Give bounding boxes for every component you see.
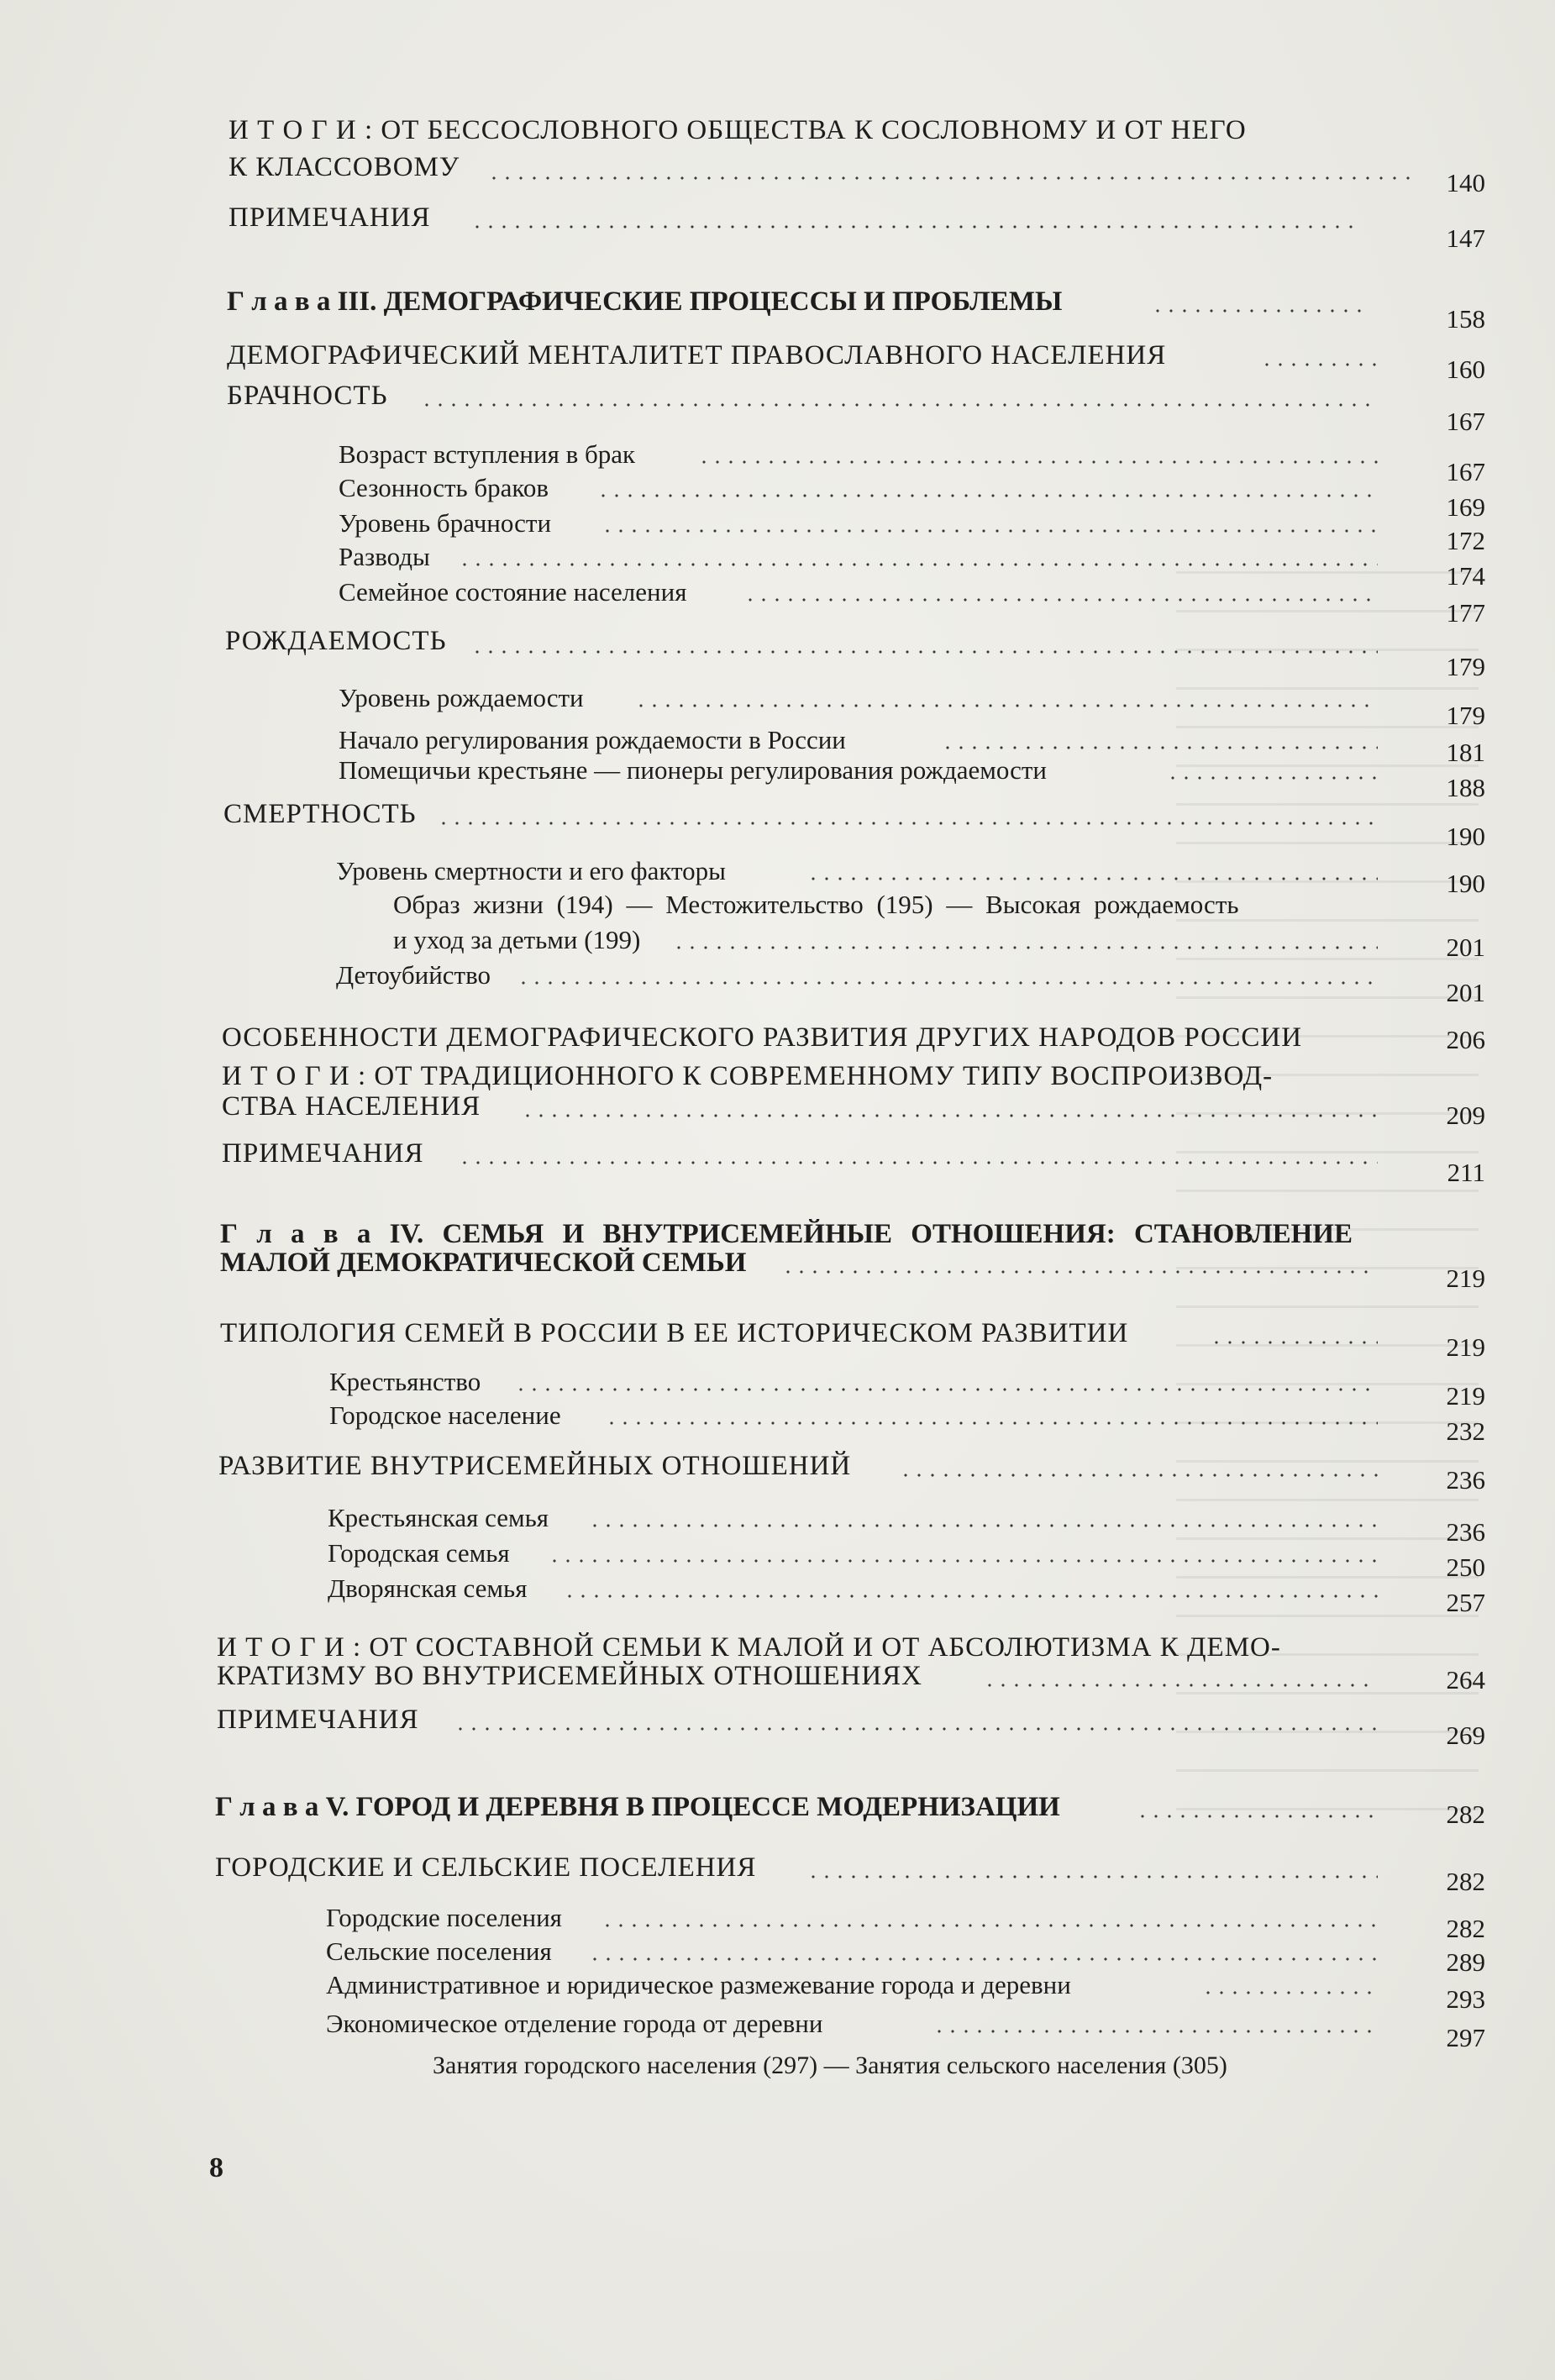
toc-subsection: Крестьянская семья [328, 1503, 549, 1532]
toc-page-number: 160 [1446, 355, 1485, 384]
toc-entry-summary-line2: КРАТИЗМУ ВО ВНУТРИСЕМЕЙНЫХ ОТНОШЕНИЯХ [217, 1661, 922, 1691]
leader-dots [806, 877, 1378, 880]
toc-page-number: 190 [1446, 822, 1485, 851]
toc-subsection: Уровень смертности и его факторы [336, 856, 726, 885]
leader-dots [563, 1595, 1378, 1598]
leader-dots [548, 1559, 1378, 1563]
toc-section-title: ГОРОДСКИЕ И СЕЛЬСКИЕ ПОСЕЛЕНИЯ [215, 1852, 757, 1883]
toc-page-number: 169 [1446, 492, 1485, 522]
leader-dots [514, 1388, 1378, 1391]
toc-subsection: Уровень брачности [339, 508, 552, 538]
leader-dots [601, 1924, 1378, 1927]
toc-section-title: ОСОБЕННОСТИ ДЕМОГРАФИЧЕСКОГО РАЗВИТИЯ ДРУГИХ НАРОДОВ РОССИИ [222, 1022, 1303, 1053]
toc-subsection: Городская семья [328, 1538, 510, 1568]
toc-page-number: 209 [1446, 1101, 1485, 1130]
leader-dots [634, 704, 1378, 707]
toc-section-title: СМЕРТНОСТЬ [223, 799, 417, 829]
toc-subsection: Помещичьи крестьяне — пионеры регулирования рождаемости [339, 755, 1048, 785]
toc-page-number: 167 [1446, 457, 1485, 486]
toc-page-number: 250 [1446, 1553, 1485, 1582]
leader-dots [601, 529, 1378, 533]
toc-page-number: 206 [1446, 1025, 1485, 1054]
toc-page-number: 257 [1446, 1588, 1485, 1617]
leader-dots [596, 494, 1378, 497]
toc-chapter-title-line1: Г л а в а IV. СЕМЬЯ И ВНУТРИСЕМЕЙНЫЕ ОТНОШЕНИЯ: СТАНОВЛЕНИЕ [220, 1219, 1353, 1249]
toc-page-number: 269 [1446, 1721, 1485, 1750]
toc-subsection: Экономическое отделение города от деревни [326, 2009, 823, 2038]
toc-page-number: 211 [1447, 1158, 1485, 1187]
toc-page-number: 188 [1446, 773, 1485, 802]
page-number: 8 [209, 2152, 223, 2183]
toc-entry-summary-line2: К КЛАССОВОМУ [229, 152, 460, 182]
leader-dots [806, 1875, 1378, 1878]
toc-page-number: 167 [1446, 407, 1485, 436]
leader-dots [588, 1524, 1378, 1527]
toc-page-number: 174 [1446, 561, 1485, 591]
leader-dots [470, 225, 1361, 229]
toc-page-number: 140 [1446, 168, 1485, 197]
leader-dots [1151, 309, 1361, 313]
toc-page-number: 219 [1446, 1264, 1485, 1293]
toc-subsection: Семейное состояние населения [339, 577, 687, 607]
toc-entry-summary-line1: И Т О Г И : ОТ СОСТАВНОЙ СЕМЬИ К МАЛОЙ И ОТ АБСОЛЮТИЗМА К ДЕМО- [217, 1632, 1281, 1663]
leader-dots [1136, 1815, 1378, 1818]
toc-subsection: Детоубийство [336, 960, 491, 990]
leader-dots [1210, 1341, 1378, 1344]
toc-subsubsection: Занятия городского населения (297) — Занятия сельского населения (305) [433, 2052, 1227, 2079]
toc-chapter-title: Г л а в а V. ГОРОД И ДЕРЕВНЯ В ПРОЦЕССЕ МОДЕРНИЗАЦИИ [215, 1792, 1060, 1822]
toc-page-number: 201 [1446, 933, 1485, 962]
toc-page-number: 201 [1446, 978, 1485, 1007]
toc-page-number: 289 [1446, 1947, 1485, 1977]
toc-subsection: Административное и юридическое размежевание города и деревни [326, 1970, 1071, 1999]
toc-section-title: РАЗВИТИЕ ВНУТРИСЕМЕЙНЫХ ОТНОШЕНИЙ [218, 1451, 852, 1481]
toc-subsection: Возраст вступления в брак [339, 439, 636, 469]
toc-page-number: 219 [1446, 1332, 1485, 1362]
toc-entry-summary-line1: И Т О Г И : ОТ БЕССОСЛОВНОГО ОБЩЕСТВА К СОСЛОВНОМУ И ОТ НЕГО [229, 115, 1247, 145]
toc-page-number: 177 [1446, 598, 1485, 628]
leader-dots [1201, 1991, 1378, 1994]
toc-page-number: 236 [1446, 1465, 1485, 1495]
leader-dots [454, 1727, 1378, 1731]
leader-dots [487, 176, 1420, 180]
toc-subsection: Начало регулирования рождаемости в России [339, 725, 846, 754]
leader-dots [517, 981, 1378, 985]
toc-section-title: РОЖДАЕМОСТЬ [225, 626, 447, 656]
toc-subsubsection-line1: Образ жизни (194) — Местожительство (195) — Высокая рождаемость [393, 890, 1239, 919]
leader-dots [420, 403, 1378, 407]
toc-page-number: 282 [1446, 1867, 1485, 1896]
leader-dots [983, 1684, 1378, 1687]
leader-dots [470, 650, 1378, 654]
toc-chapter-title: Г л а в а III. ДЕМОГРАФИЧЕСКИЕ ПРОЦЕССЫ И ПРОБЛЕМЫ [227, 286, 1063, 317]
toc-chapter-title-line2: МАЛОЙ ДЕМОКРАТИЧЕСКОЙ СЕМЬИ [220, 1248, 747, 1278]
toc-page-number: 264 [1446, 1665, 1485, 1694]
toc-page-number: 179 [1446, 701, 1485, 730]
toc-page-number: 179 [1446, 652, 1485, 681]
toc-page-number: 158 [1446, 304, 1485, 334]
toc-page-number: 236 [1446, 1517, 1485, 1547]
toc-section-title: ТИПОЛОГИЯ СЕМЕЙ В РОССИИ В ЕЕ ИСТОРИЧЕСКОМ РАЗВИТИИ [220, 1318, 1129, 1348]
toc-subsection: Уровень рождаемости [339, 683, 584, 712]
leader-dots [458, 1161, 1378, 1164]
leader-dots [697, 460, 1378, 464]
toc-subsection: Крестьянство [329, 1367, 481, 1396]
toc-page-number: 147 [1446, 223, 1485, 253]
toc-entry-summary-line1: И Т О Г И : ОТ ТРАДИЦИОННОГО К СОВРЕМЕННОМУ ТИПУ ВОСПРОИЗВОД- [222, 1061, 1274, 1091]
toc-entry-summary-line2: СТВА НАСЕЛЕНИЯ [222, 1091, 481, 1122]
leader-dots [781, 1270, 1378, 1274]
toc-subsubsection-line2: и уход за детьми (199) [393, 925, 641, 954]
toc-section-title: БРАЧНОСТЬ [227, 381, 388, 411]
toc-page-number: 297 [1446, 2023, 1485, 2052]
toc-page-number: 282 [1446, 1799, 1485, 1829]
toc-entry-notes: ПРИМЕЧАНИЯ [229, 202, 431, 233]
toc-page-number: 219 [1446, 1381, 1485, 1411]
toc-subsection: Городское население [329, 1400, 561, 1430]
toc-entry-notes: ПРИМЕЧАНИЯ [222, 1138, 424, 1169]
leader-dots [899, 1474, 1378, 1477]
toc-page-number: 172 [1446, 526, 1485, 555]
toc-page-number: 181 [1446, 738, 1485, 767]
toc-subsection: Сезонность браков [339, 473, 549, 502]
leader-dots [941, 746, 1378, 749]
toc-subsection: Разводы [339, 542, 430, 571]
leader-dots [521, 1114, 1378, 1117]
leader-dots [932, 2030, 1378, 2033]
toc-page-number: 293 [1446, 1984, 1485, 2014]
leader-dots [1166, 776, 1378, 780]
leader-dots [588, 1957, 1378, 1961]
leader-dots [437, 822, 1378, 825]
toc-subsection: Сельские поселения [326, 1936, 552, 1966]
toc-subsection: Городские поселения [326, 1903, 562, 1932]
leader-dots [458, 563, 1378, 566]
toc-entry-notes: ПРИМЕЧАНИЯ [217, 1705, 419, 1735]
toc-section-title: ДЕМОГРАФИЧЕСКИЙ МЕНТАЛИТЕТ ПРАВОСЛАВНОГО НАСЕЛЕНИЯ [227, 340, 1167, 370]
toc-page-number: 282 [1446, 1914, 1485, 1943]
leader-dots [605, 1421, 1378, 1425]
toc-page-number: 232 [1446, 1416, 1485, 1446]
leader-dots [743, 598, 1378, 602]
leader-dots [672, 946, 1378, 949]
toc-subsection: Дворянская семья [328, 1574, 528, 1603]
toc-page-number: 190 [1446, 869, 1485, 898]
leader-dots [1260, 363, 1378, 366]
